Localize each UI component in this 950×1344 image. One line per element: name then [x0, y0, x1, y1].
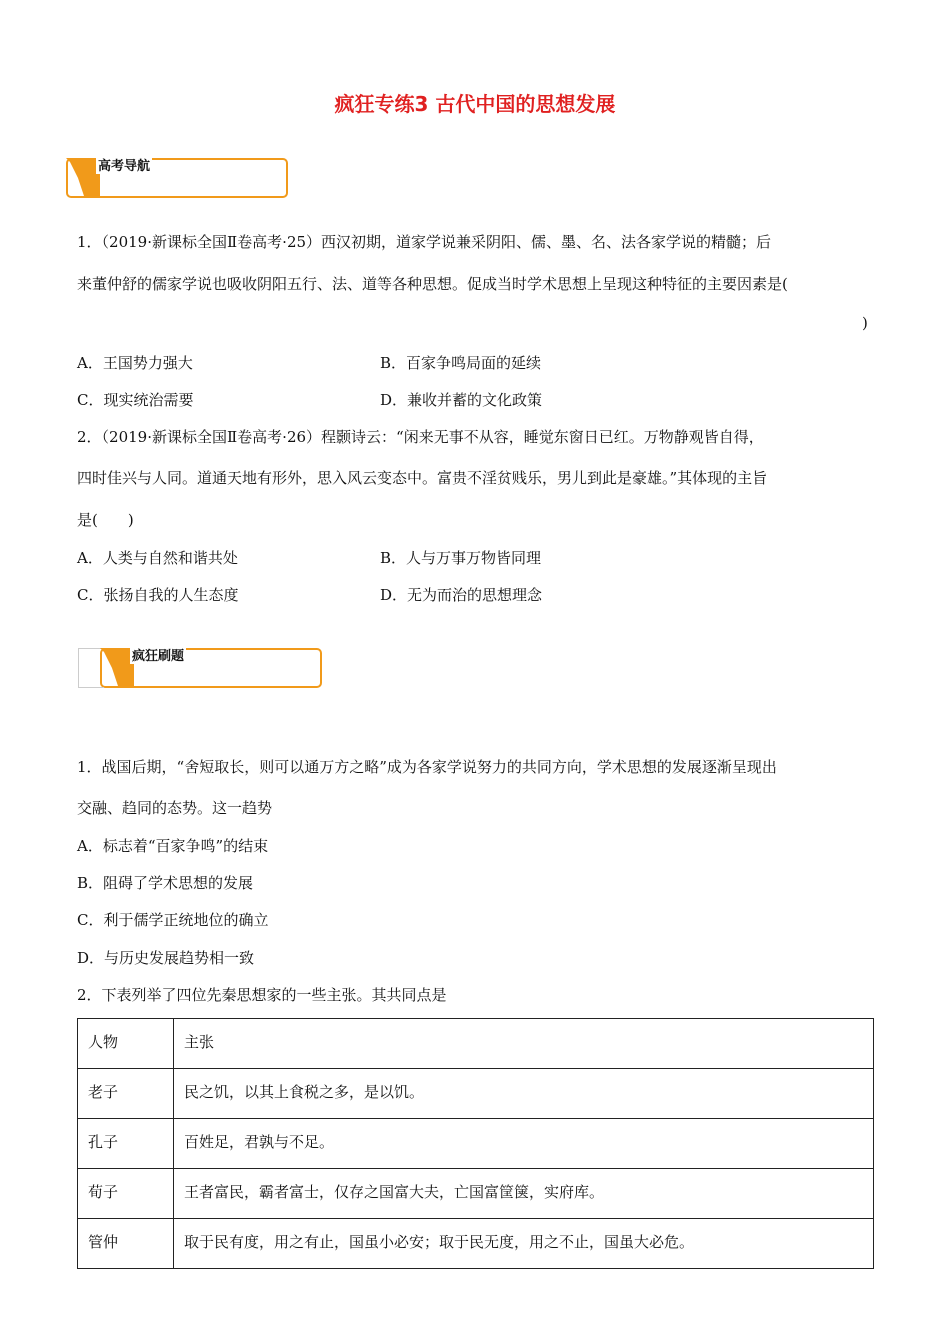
table-row: [78, 1219, 874, 1269]
p1-option-a: A．标志着“百家争鸣”的结束: [77, 837, 269, 855]
p1-stem-line1: 1．战国后期，“舍短取长，则可以通万方之略”成为各家学说努力的共同方向，学术思想的发展逐渐呈现出: [77, 758, 777, 776]
table-row: [78, 1069, 874, 1119]
q2-option-d: D．无为而治的思想理念: [380, 586, 543, 604]
p1-option-b: B．阻碍了学术思想的发展: [77, 874, 254, 892]
p2-stem: 2．下表列举了四位先秦思想家的一些主张。其共同点是: [77, 986, 447, 1004]
page-title: 疯狂专练3 古代中国的思想发展: [334, 92, 616, 116]
table-header-cell: 主张: [174, 1019, 874, 1069]
q2-stem-line2: 四时佳兴与人同。道通天地有形外，思入风云变态中。富贵不淫贫贱乐，男儿到此是豪雄。”其体现的主旨: [77, 469, 768, 487]
table-header-cell: 人物: [78, 1019, 174, 1069]
table-row: [78, 1119, 874, 1169]
q2-option-c: C．张扬自我的人生态度: [77, 586, 239, 604]
q2-option-a: A．人类与自然和谐共处: [77, 549, 238, 567]
q1-stem-line2: 来董仲舒的儒家学说也吸收阴阳五行、法、道等各种思想。促成当时学术思想上呈现这种特征的主要因素是(: [77, 275, 788, 293]
thinkers-table: [77, 1018, 874, 1269]
q1-option-a: A．王国势力强大: [77, 354, 193, 372]
q2-option-b: B．人与万事万物皆同理: [380, 549, 542, 567]
table-cell: 取于民有度，用之有止，国虽小必安；取于民无度，用之不止，国虽大必危。: [174, 1219, 874, 1269]
table-row: [78, 1169, 874, 1219]
q1-answer-paren: ): [862, 314, 868, 332]
q1-option-b: B．百家争鸣局面的延续: [380, 354, 542, 372]
p1-option-d: D．与历史发展趋势相一致: [77, 949, 255, 967]
table-cell: 百姓足，君孰与不足。: [174, 1119, 874, 1169]
section-banner-shuati: [100, 648, 322, 688]
table-cell: 荀子: [78, 1169, 174, 1219]
table-cell: 管仲: [78, 1219, 174, 1269]
table-header-row: [78, 1019, 874, 1069]
table-cell: 孔子: [78, 1119, 174, 1169]
section-label: 高考导航: [96, 155, 152, 174]
section-banner-gaokao: [66, 158, 288, 198]
p1-option-c: C．利于儒学正统地位的确立: [77, 911, 269, 929]
table-cell: 民之饥，以其上食税之多，是以饥。: [174, 1069, 874, 1119]
q1-stem-line1: 1．（2019·新课标全国Ⅱ卷高考·25）西汉初期，道家学说兼采阴阳、儒、墨、名、法各家学说的精髓；后: [77, 233, 772, 251]
q2-stem-line1: 2．（2019·新课标全国Ⅱ卷高考·26）程颢诗云：“闲来无事不从容，睡觉东窗日已红。万物静观皆自得，: [77, 428, 764, 446]
p1-stem-line2: 交融、趋同的态势。这一趋势: [77, 799, 273, 817]
q2-stem-line3: 是( ): [77, 511, 134, 529]
q1-option-d: D．兼收并蓄的文化政策: [380, 391, 543, 409]
section-label: 疯狂刷题: [130, 645, 186, 664]
table-cell: 老子: [78, 1069, 174, 1119]
q1-option-c: C．现实统治需要: [77, 391, 194, 409]
table-cell: 王者富民，霸者富士，仅存之国富大夫，亡国富筐箧，实府库。: [174, 1169, 874, 1219]
